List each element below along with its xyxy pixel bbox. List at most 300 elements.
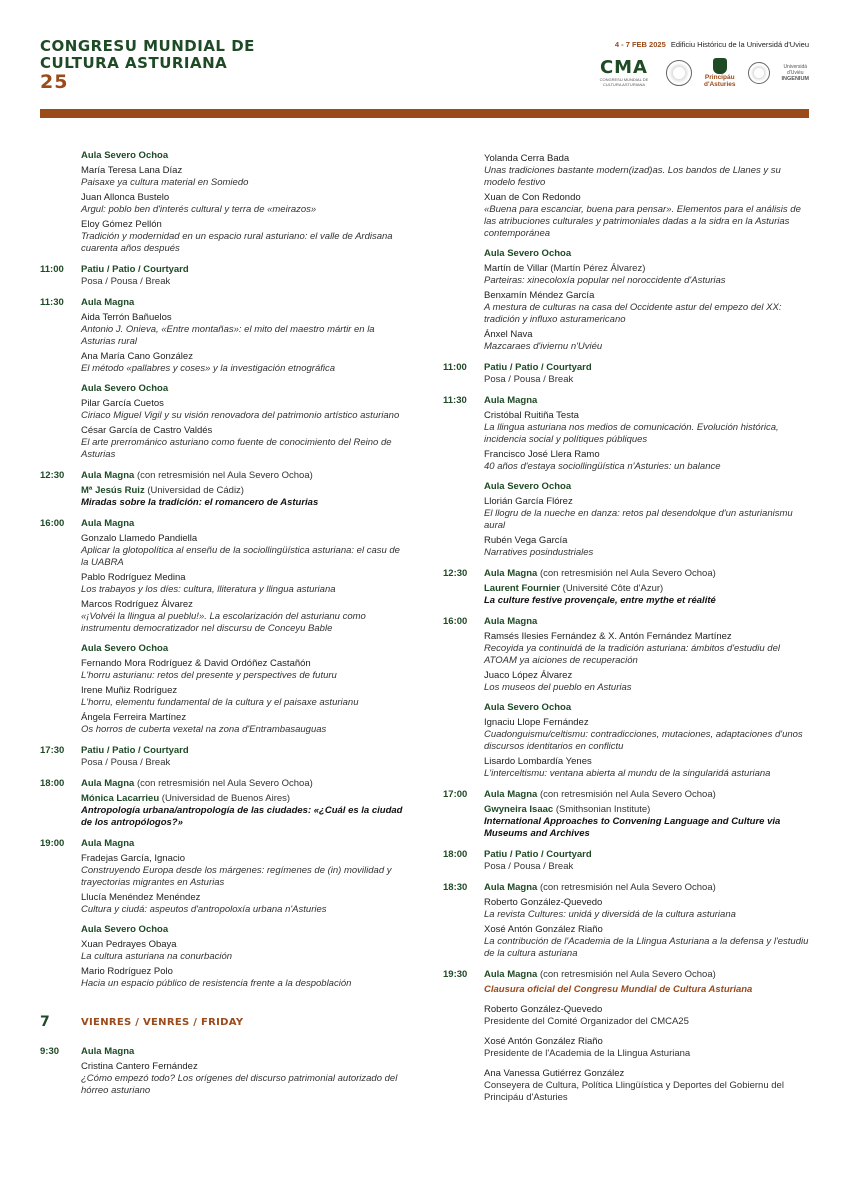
speaker-affiliation: (Smithsonian Institute) (555, 804, 651, 815)
speaker (81, 351, 405, 363)
room-label: Aula Magna (81, 778, 135, 789)
speaker (484, 449, 813, 461)
session-block (484, 395, 813, 473)
talk-item (81, 599, 405, 635)
speaker-name: Gonzalo Llamedo Pandiella (81, 533, 198, 544)
room-label: Aula Magna (81, 297, 135, 308)
speaker (81, 853, 405, 865)
speaker-name: Ana María Cano González (81, 351, 193, 362)
speaker-name: Lisardo Lombardía Yenes (484, 756, 592, 767)
broadcast-note: (con retresmisión nel Aula Severo Ochoa) (136, 470, 313, 481)
speaker-name: Llorián García Flórez (484, 496, 573, 507)
session-block (484, 362, 813, 386)
session-block (81, 745, 405, 769)
talk-title: Tradición y modernidad en un espacio rural asturiano: el valle de Ardisana cuarenta años después (81, 231, 393, 254)
speaker (81, 425, 405, 437)
speaker-name: Benxamín Méndez García (484, 290, 595, 301)
speaker (484, 410, 813, 422)
speaker-affiliation: (Universidad de Cádiz) (147, 485, 244, 496)
talk-title: Argul: poblo ben d'interés cultural y terra de «meirazos» (81, 204, 317, 215)
talk-item (81, 398, 405, 422)
speaker-name: Ramsés Ilesies Fernández & X. Antón Fernández Martínez (484, 631, 732, 642)
room-label: Aula Magna (484, 789, 538, 800)
university-ingenium-logo: Universidá d'Uviéu INGENIUM (781, 64, 809, 82)
speaker (81, 312, 405, 324)
time-slot (443, 849, 813, 873)
room-name (81, 297, 405, 309)
speaker-name: Juaco López Álvarez (484, 670, 573, 681)
talk-item (81, 939, 405, 963)
slot-body (484, 789, 813, 840)
speaker-affiliation: (Universidad de Buenos Aires) (161, 793, 291, 804)
talk-title: L'interceltismu: ventana abierta al mundu de la singularidá asturiana (484, 768, 771, 779)
room-label: Patiu / Patio / Courtyard (484, 362, 592, 373)
slot-body (81, 297, 405, 461)
speaker (484, 153, 813, 165)
slot-time: 11:00 (40, 264, 64, 275)
time-slot (443, 150, 813, 353)
speaker (484, 804, 813, 816)
speaker (81, 398, 405, 410)
time-slot (40, 470, 405, 509)
room-name (81, 838, 405, 850)
room-label: Patiu / Patio / Courtyard (484, 849, 592, 860)
title-year: 25 (40, 71, 69, 93)
talk-item (484, 263, 813, 287)
talk-item (484, 410, 813, 446)
speaker-name: Fradejas García, Ignacio (81, 853, 186, 864)
speaker-name: Pablo Rodríguez Medina (81, 572, 186, 583)
room-name (484, 789, 813, 801)
talk-title: International Approaches to Convening Language and Culture via Museums and Archives (484, 816, 781, 839)
session-block (81, 1046, 405, 1097)
thursday-sessions (40, 150, 405, 990)
slot-body (484, 969, 813, 1104)
session-block (81, 838, 405, 916)
slot-time: 18:00 (443, 849, 468, 860)
talk-item (484, 583, 813, 607)
talk-title: A mestura de culturas na casa del Occidente astur del empezo del XX: tradición y influxo asturamericano (484, 302, 782, 325)
ingenium-text: INGENIUM (781, 76, 809, 82)
room-label: Aula Severo Ochoa (81, 150, 169, 161)
talk-title: El método «pallabres y coses» y la investigación etnográfica (81, 363, 336, 374)
session-block (81, 383, 405, 461)
speaker-name: Ánxel Nava (484, 329, 533, 340)
slot-time: 19:00 (40, 838, 65, 849)
session-block (81, 264, 405, 288)
time-slot (40, 264, 405, 288)
talk-title: Antropología urbana/antropología de las ciudades: «¿Cuál es la ciudad de los antropólogos?» (81, 805, 403, 828)
title-line-2: CULTURA ASTURIANA (40, 54, 228, 72)
room-label: Aula Magna (484, 395, 538, 406)
room-name (484, 849, 813, 861)
talk-item (484, 804, 813, 840)
talk-item (484, 290, 813, 326)
talk-title: ¿Cómo empezó todo? Los orígenes del discurso patrimonial autorizado del hórreo asturiano (81, 1073, 398, 1096)
slot-body (81, 838, 405, 990)
talk-title: Os horros de cuberta vexetal na zona d'Entrambasauguas (81, 724, 327, 735)
broadcast-note: (con retresmisión nel Aula Severo Ochoa) (539, 969, 716, 980)
speaker (484, 670, 813, 682)
talk-item (484, 192, 813, 240)
room-name (484, 248, 813, 260)
event-dates: 4 - 7 FEB 2025 (614, 40, 666, 49)
talk-title: La cultura asturiana na conurbación (81, 951, 233, 962)
header-divider-bar (40, 109, 809, 118)
talk-title: Cuadonguismu/celtismu: contradicciones, mutaciones, adaptaciones d'unos discursos identitarios en conflictu (484, 729, 803, 752)
speaker-name: Fernando Mora Rodríguez & David Ordóñez Castañón (81, 658, 311, 669)
talk-item (81, 712, 405, 736)
speaker-name: Ángela Ferreira Martínez (81, 712, 187, 723)
time-slot (40, 778, 405, 829)
slot-time: 16:00 (443, 616, 468, 627)
talk-item (484, 329, 813, 353)
session-block (81, 778, 405, 829)
room-name (81, 383, 405, 395)
sponsor-logos (594, 58, 809, 88)
official-role: Presidente de l'Academia de la Llingua Asturiana (484, 1048, 691, 1059)
time-slot (40, 518, 405, 736)
slot-time: 18:30 (443, 882, 468, 893)
time-slot (40, 1046, 405, 1097)
speaker-name: Pilar García Cuetos (81, 398, 164, 409)
talk-title: Hacia un espacio público de resistencia frente a la despoblación (81, 978, 352, 989)
room-name (484, 616, 813, 628)
talk-title: Miradas sobre la tradición: el romancero de Asturias (81, 497, 319, 508)
slot-body (484, 150, 813, 353)
session-block (81, 150, 405, 255)
talk-item (81, 1061, 405, 1097)
talk-item (81, 685, 405, 709)
talk-title: Mazcaraes d'iviernu n'Uviéu (484, 341, 603, 352)
slot-time: 12:30 (40, 470, 65, 481)
talk-title: La revista Cultures: unidá y diversidá de la cultura asturiana (484, 909, 736, 920)
speaker (81, 599, 405, 611)
time-slot (40, 838, 405, 990)
event-venue: Edificiu Históricu de la Universidá d'Uvieu (670, 40, 809, 49)
speaker-name: Gwyneira Isaac (484, 804, 554, 815)
room-label: Aula Magna (81, 1046, 135, 1057)
talk-title: 40 años d'estaya sociollingüística n'Asturies: un balance (484, 461, 721, 472)
slot-body (81, 150, 405, 255)
speaker (484, 263, 813, 275)
session-block (484, 568, 813, 607)
speaker (484, 535, 813, 547)
slot-body (81, 264, 405, 288)
day-heading-friday (40, 1014, 405, 1030)
cma-caption: CONGRESU MUNDIAL DE CULTURA ASTURIANA (599, 77, 649, 87)
talk-item (81, 793, 405, 829)
session-block (484, 153, 813, 240)
room-label: Aula Severo Ochoa (81, 383, 169, 394)
talk-title: «¡Volvéi la llingua al pueblu!». La escolarización del asturianu como instrumentu democratizador nel discursu de Conceyu Bable (81, 611, 366, 634)
talk-title: «Buena para escanciar, buena para pensar». Elementos para el análisis de las atribuciones culturales y patrimoniales dadas a la sidra en la Asturias contemporánea (484, 204, 801, 239)
day-label: VIENRES / VENRES / FRIDAY (81, 1016, 244, 1028)
talk-title: L'horru asturianu: retos del presente y perspectives de futuru (81, 670, 337, 681)
talk-item (81, 966, 405, 990)
room-name (484, 481, 813, 493)
speaker (81, 892, 405, 904)
time-slot (443, 568, 813, 607)
official-name: Roberto González-Quevedo (484, 1004, 603, 1015)
room-name (81, 924, 405, 936)
room-name (484, 568, 813, 580)
session-block (81, 297, 405, 375)
session-block (484, 849, 813, 873)
talk-title: Narratives posindustriales (484, 547, 594, 558)
room-name (484, 882, 813, 894)
time-slot (443, 362, 813, 386)
speaker (81, 793, 405, 805)
room-name (81, 150, 405, 162)
session-block (484, 481, 813, 559)
speaker (81, 712, 405, 724)
talk-item (484, 535, 813, 559)
slot-time: 16:00 (40, 518, 65, 529)
talk-item (484, 756, 813, 780)
slot-body (484, 616, 813, 780)
slot-body (484, 882, 813, 960)
talk-title: Parteiras: xinecoloxía popular nel noroccidente d'Asturias (484, 275, 726, 286)
talk-title: Cultura y ciudá: aspeutos d'antropoloxía urbana n'Asturies (81, 904, 327, 915)
speaker-name: Roberto González-Quevedo (484, 897, 603, 908)
speaker (484, 717, 813, 729)
session-block (484, 882, 813, 960)
event-dates-venue (615, 40, 809, 49)
talk-title: El arte prerrománico asturiano como fuente de conocimiento del Reino de Asturias (81, 437, 392, 460)
talk-item (81, 425, 405, 461)
time-slot (443, 616, 813, 780)
broadcast-note: (con retresmisión nel Aula Severo Ochoa) (539, 568, 716, 579)
talk-item (484, 153, 813, 189)
right-sessions (443, 150, 813, 1104)
slot-time: 9:30 (40, 1046, 60, 1057)
speaker (484, 290, 813, 302)
speaker-name: Cristóbal Ruitiña Testa (484, 410, 579, 421)
room-label: Aula Magna (484, 568, 538, 579)
schedule-right-column (443, 150, 813, 1113)
speaker (81, 192, 405, 204)
speaker-name: María Teresa Lana Díaz (81, 165, 183, 176)
talk-title: Los museos del pueblo en Asturias (484, 682, 632, 693)
official-item (484, 1068, 813, 1104)
talk-title: Unas tradiciones bastante modern(izad)as. Los bandos de Llanes y su modelo festivo (484, 165, 781, 188)
session-block (81, 518, 405, 635)
talk-title: El llogru de la nueche en danza: retos pal desendolque d'un asturianismu aural (484, 508, 793, 531)
broadcast-note: (con retresmisión nel Aula Severo Ochoa) (136, 778, 313, 789)
slot-body (484, 362, 813, 386)
talk-item (484, 897, 813, 921)
speaker (484, 583, 813, 595)
official-name: Xosé Antón González Riaño (484, 1036, 603, 1047)
official-role: Conseyera de Cultura, Política Llingüística y Deportes del Gobiernu del Principáu d'Asturies (484, 1080, 784, 1103)
speaker (81, 966, 405, 978)
slot-time: 12:30 (443, 568, 468, 579)
talk-title: Recoyida ya continuidá de la tradición asturiana: ámbitos d'estudiu del ATOAM ya aiciones de recuperación (484, 643, 780, 666)
speaker-name: Juan Allonca Bustelo (81, 192, 170, 203)
speaker-name: Llucía Menéndez Menéndez (81, 892, 201, 903)
slot-time: 17:30 (40, 745, 65, 756)
slot-time: 18:00 (40, 778, 65, 789)
broadcast-note: (con retresmisión nel Aula Severo Ochoa) (539, 882, 716, 893)
slot-body (81, 1046, 405, 1097)
room-name (81, 1046, 405, 1058)
speaker (81, 533, 405, 545)
slot-body (81, 745, 405, 769)
speaker-name: Laurent Fournier (484, 583, 561, 594)
speaker (484, 756, 813, 768)
room-label: Aula Severo Ochoa (484, 481, 572, 492)
speaker (81, 685, 405, 697)
talk-item (81, 219, 405, 255)
talk-item (81, 165, 405, 189)
room-name (484, 702, 813, 714)
time-slot (40, 745, 405, 769)
talk-title: Paisaxe ya cultura material en Somiedo (81, 177, 249, 188)
speaker-name: Yolanda Cerra Bada (484, 153, 570, 164)
page-header (0, 0, 849, 120)
talk-item (81, 485, 405, 509)
talk-item (484, 717, 813, 753)
room-name (81, 643, 405, 655)
session-block (81, 470, 405, 509)
room-label: Aula Magna (81, 518, 135, 529)
official-role: Presidente del Comité Organizador del CMCA25 (484, 1016, 689, 1027)
talk-item (484, 496, 813, 532)
slot-time: 11:30 (443, 395, 467, 406)
speaker-name: Irene Muñiz Rodríguez (81, 685, 178, 696)
slot-body (81, 518, 405, 736)
speaker (81, 1061, 405, 1073)
speaker (484, 329, 813, 341)
slot-body (484, 395, 813, 559)
session-block (484, 616, 813, 694)
slot-body (484, 568, 813, 607)
speaker-name: Martín de Villar (484, 263, 548, 274)
speaker (81, 485, 405, 497)
speaker (484, 631, 813, 643)
congress-logo-title (40, 38, 255, 92)
room-label: Aula Magna (484, 969, 538, 980)
day-number: 7 (40, 1014, 50, 1030)
speaker (81, 658, 405, 670)
speaker-name: Rubén Vega García (484, 535, 568, 546)
talk-title: La contribución de l'Academia de la Llingua Asturiana a la defensa y l'estudiu de la cultura asturiana (484, 936, 809, 959)
session-block (484, 702, 813, 780)
time-slot (443, 882, 813, 960)
seal-icon (666, 60, 692, 86)
slot-time (40, 150, 81, 255)
slot-time: 17:00 (443, 789, 468, 800)
speaker (81, 572, 405, 584)
room-name (484, 395, 813, 407)
room-label: Aula Severo Ochoa (484, 248, 572, 259)
speaker (484, 924, 813, 936)
talk-title: La culture festive provençale, entre mythe et réalité (484, 595, 716, 606)
room-label: Aula Magna (81, 838, 135, 849)
slot-body (81, 470, 405, 509)
closing-ceremony-title: Clausura oficial del Congresu Mundial de Cultura Asturiana (484, 984, 753, 995)
speaker (81, 939, 405, 951)
speaker-name: Mª Jesús Ruiz (81, 485, 145, 496)
break-label: Posa / Pousa / Break (81, 757, 171, 768)
talk-item (81, 853, 405, 889)
speaker-name: Xuan Pedrayes Obaya (81, 939, 177, 950)
room-label: Aula Magna (484, 616, 538, 627)
session-block (81, 643, 405, 736)
talk-item (81, 658, 405, 682)
time-slot (40, 297, 405, 461)
official-item (484, 1036, 813, 1060)
speaker-name: Mónica Lacarrieu (81, 793, 160, 804)
session-block (81, 924, 405, 990)
talk-title: Antonio J. Onieva, «Entre montañas»: el mito del maestro mártir en la Asturias rural (81, 324, 375, 347)
speaker-name: Mario Rodríguez Polo (81, 966, 173, 977)
talk-title: Aplicar la glotopolítica al enseñu de la sociollingüística asturiana: el casu de la UABRA (81, 545, 400, 568)
room-name (81, 470, 405, 482)
room-name (81, 745, 405, 757)
official-item (484, 1004, 813, 1028)
speaker-name: Cristina Cantero Fernández (81, 1061, 198, 1072)
speaker-affiliation: (Université Côte d'Azur) (562, 583, 664, 594)
speaker (484, 496, 813, 508)
session-block (484, 789, 813, 840)
session-block (484, 248, 813, 353)
break-label: Posa / Pousa / Break (484, 374, 574, 385)
speaker (81, 219, 405, 231)
talk-title: La llingua asturiana nos medios de comunicación. Evolución histórica, incidencia social y polítiques públiques (484, 422, 779, 445)
slot-body (81, 778, 405, 829)
university-logo (748, 62, 770, 84)
talk-title: Construyendo Europa desde los márgenes: regímenes de (in) movilidad y trayectorias migrantes en Asturias (81, 865, 392, 888)
room-label: Aula Severo Ochoa (81, 924, 169, 935)
room-label: Aula Magna (484, 882, 538, 893)
speaker-name: César García de Castro Valdés (81, 425, 213, 436)
talk-item (81, 892, 405, 916)
slot-time: 19:30 (443, 969, 468, 980)
cma-logo: CMA CONGRESU MUNDIAL DE CULTURA ASTURIANA (594, 59, 654, 87)
room-label: Aula Severo Ochoa (484, 702, 572, 713)
room-label: Patiu / Patio / Courtyard (81, 264, 189, 275)
speaker-name: Marcos Rodríguez Álvarez (81, 599, 193, 610)
talk-item (484, 631, 813, 667)
schedule-left-column (40, 150, 405, 1106)
broadcast-note: (con retresmisión nel Aula Severo Ochoa) (539, 789, 716, 800)
talk-item (81, 572, 405, 596)
speaker (484, 192, 813, 204)
room-name (81, 778, 405, 790)
talk-title: L'horru, elementu fundamental de la cultura y el paisaxe asturianu (81, 697, 359, 708)
talk-item (484, 670, 813, 694)
room-name (81, 518, 405, 530)
speaker-affiliation: (Martín Pérez Álvarez) (550, 263, 646, 274)
time-slot (443, 395, 813, 559)
friday-sessions (40, 1046, 405, 1097)
slot-body (484, 849, 813, 873)
speaker (81, 165, 405, 177)
slot-time: 11:30 (40, 297, 64, 308)
time-slot (443, 789, 813, 840)
speaker-name: Ignaciu Llope Fernández (484, 717, 589, 728)
speaker-name: Xuan de Con Redondo (484, 192, 581, 203)
speaker-name: Eloy Gómez Pellón (81, 219, 162, 230)
talk-item (81, 192, 405, 216)
break-label: Posa / Pousa / Break (484, 861, 574, 872)
room-label: Aula Severo Ochoa (81, 643, 169, 654)
break-label: Posa / Pousa / Break (81, 276, 171, 287)
talk-title: Los trabayos y los díes: cultura, lliteratura y llingua asturiana (81, 584, 336, 595)
speaker-name: Xosé Antón González Riaño (484, 924, 603, 935)
